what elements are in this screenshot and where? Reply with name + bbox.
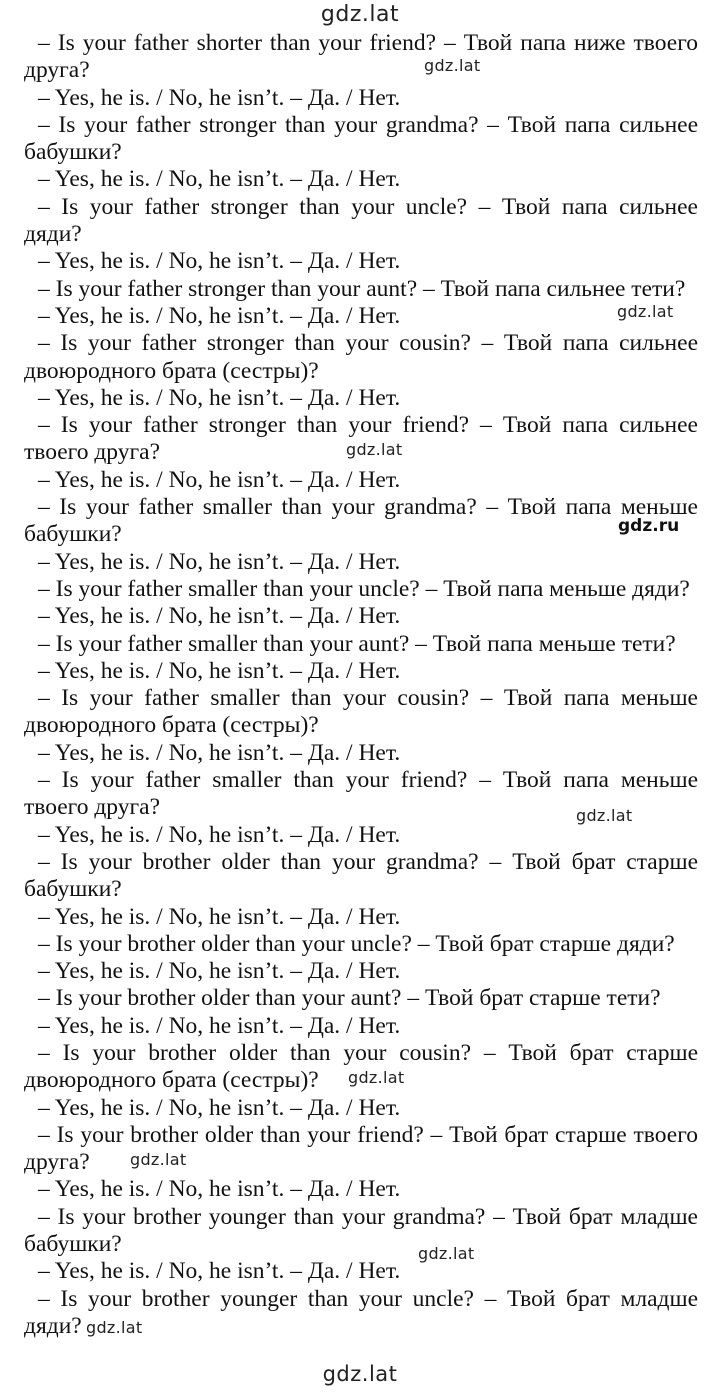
watermark-inline: gdz.lat bbox=[348, 1068, 405, 1087]
paragraph-continuation: друга? bbox=[24, 57, 90, 84]
paragraph-line: – Is your brother older than your uncle? – Твой брат старше дяди? bbox=[38, 930, 675, 957]
watermark-inline: gdz.lat bbox=[130, 1150, 187, 1169]
watermark-brand: gdz.ru bbox=[618, 516, 680, 536]
paragraph-continuation: бабушки? bbox=[24, 1231, 122, 1258]
paragraph-continuation: твоего друга? bbox=[24, 794, 160, 821]
paragraph-line: – Is your father smaller than your aunt? – Твой папа меньше тети? bbox=[38, 630, 676, 657]
paragraph-line: – Is your father stronger than your aunt? – Твой папа сильнее тети? bbox=[38, 275, 686, 302]
paragraph-line: – Is your father smaller than your friend? – Твой папа меньше bbox=[38, 767, 698, 794]
paragraph-line: – Yes, he is. / No, he isn’t. – Да. / Нет. bbox=[38, 384, 401, 411]
paragraph-line: – Yes, he is. / No, he isn’t. – Да. / Нет. bbox=[38, 1012, 401, 1039]
paragraph-line: – Is your father stronger than your cousin? – Твой папа сильнее bbox=[38, 330, 698, 357]
paragraph-continuation: твоего друга? bbox=[24, 439, 160, 466]
paragraph-line: – Yes, he is. / No, he isn’t. – Да. / Нет. bbox=[38, 958, 401, 985]
paragraph-line: – Is your brother younger than your uncle? – Твой брат младше bbox=[38, 1285, 698, 1312]
watermark-inline: gdz.lat bbox=[576, 806, 633, 825]
paragraph-line: – Is your father smaller than your grandma? – Твой папа меньше bbox=[38, 494, 698, 521]
paragraph-line: – Yes, he is. / No, he isn’t. – Да. / Нет. bbox=[38, 657, 401, 684]
paragraph-line: – Is your brother older than your cousin? – Твой брат старше bbox=[38, 1039, 698, 1066]
paragraph-continuation: друга? bbox=[24, 1149, 90, 1176]
paragraph-line: – Is your father smaller than your uncle? – Твой папа меньше дяди? bbox=[38, 575, 690, 602]
paragraph-continuation: дяди? bbox=[24, 221, 82, 248]
paragraph-line: – Yes, he is. / No, he isn’t. – Да. / Нет. bbox=[38, 302, 401, 329]
paragraph-line: – Yes, he is. / No, he isn’t. – Да. / Нет. bbox=[38, 903, 401, 930]
paragraph-line: – Is your brother younger than your grandma? – Твой брат младше bbox=[38, 1203, 698, 1230]
paragraph-line: – Is your father shorter than your friend? – Твой папа ниже твоего bbox=[38, 30, 698, 56]
paragraph-continuation: бабушки? bbox=[24, 876, 122, 903]
paragraph-continuation: двоюродного брата (сестры)? bbox=[24, 1067, 319, 1094]
watermark-inline: gdz.lat bbox=[86, 1318, 143, 1337]
paragraph-line: – Yes, he is. / No, he isn’t. – Да. / Нет. bbox=[38, 166, 401, 193]
watermark-inline: gdz.lat bbox=[617, 302, 674, 321]
watermark-inline: gdz.lat bbox=[418, 1244, 475, 1263]
paragraph-line: – Yes, he is. / No, he isn’t. – Да. / Нет. bbox=[38, 466, 401, 493]
paragraph-continuation: двоюродного брата (сестры)? bbox=[24, 357, 319, 384]
paragraph-line: – Yes, he is. / No, he isn’t. – Да. / Нет. bbox=[38, 548, 401, 575]
paragraph-line: – Is your father stronger than your uncle? – Твой папа сильнее bbox=[38, 193, 698, 220]
paragraph-line: – Yes, he is. / No, he isn’t. – Да. / Нет. bbox=[38, 1176, 401, 1203]
paragraph-continuation: дяди? bbox=[24, 1312, 82, 1339]
paragraph-line: – Yes, he is. / No, he isn’t. – Да. / Нет. bbox=[38, 603, 401, 630]
paragraph-line: – Is your father stronger than your friend? – Твой папа сильнее bbox=[38, 412, 698, 439]
watermark-inline: gdz.lat bbox=[424, 56, 481, 75]
paragraph-line: – Is your brother older than your friend? – Твой брат старше твоего bbox=[38, 1121, 698, 1148]
paragraph-continuation: двоюродного брата (сестры)? bbox=[24, 712, 319, 739]
paragraph-line: – Yes, he is. / No, he isn’t. – Да. / Нет. bbox=[38, 248, 401, 275]
paragraph-line: – Yes, he is. / No, he isn’t. – Да. / Нет. bbox=[38, 1258, 401, 1285]
watermark-top: gdz.lat bbox=[320, 2, 400, 27]
paragraph-continuation: бабушки? bbox=[24, 521, 122, 548]
paragraph-line: – Yes, he is. / No, he isn’t. – Да. / Нет. bbox=[38, 821, 401, 848]
watermark-inline: gdz.lat bbox=[346, 440, 403, 459]
paragraph-line: – Is your father stronger than your grandma? – Твой папа сильнее bbox=[38, 111, 698, 138]
paragraph-line: – Is your father smaller than your cousin? – Твой папа меньше bbox=[38, 685, 698, 712]
paragraph-line: – Is your brother older than your aunt? – Твой брат старше тети? bbox=[38, 985, 661, 1012]
paragraph-continuation: бабушки? bbox=[24, 139, 122, 166]
watermark-bottom: gdz.lat bbox=[322, 1362, 398, 1386]
paragraph-line: – Yes, he is. / No, he isn’t. – Да. / Нет. bbox=[38, 1094, 401, 1121]
paragraph-line: – Yes, he is. / No, he isn’t. – Да. / Нет. bbox=[38, 84, 401, 111]
paragraph-line: – Is your brother older than your grandma? – Твой брат старше bbox=[38, 848, 698, 875]
paragraph-line: – Yes, he is. / No, he isn’t. – Да. / Нет. bbox=[38, 739, 401, 766]
document-body bbox=[24, 30, 698, 1340]
